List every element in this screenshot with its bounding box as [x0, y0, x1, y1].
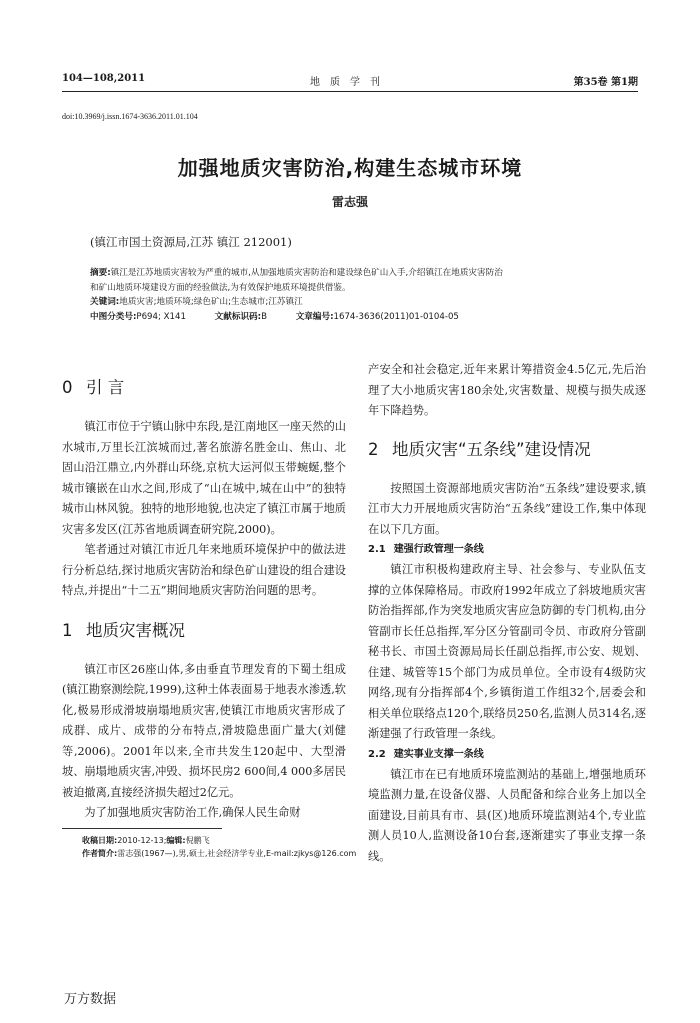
paper-title: 加强地质灾害防治,构建生态城市环境 [177, 156, 523, 180]
footnote [82, 834, 356, 860]
received-date: 2010-12-13; [117, 836, 167, 845]
affiliation: (镇江市国土资源局,江苏 镇江 212001) [90, 235, 292, 249]
received-label: 收稿日期: [82, 836, 118, 845]
section-0-number: 0 [62, 378, 73, 397]
clc-value: P694; X141 [136, 311, 186, 322]
keywords-label: 关键词: [90, 297, 120, 307]
abstract-label: 摘要: [90, 268, 111, 278]
doi[interactable]: doi:10.3969/j.issn.1674-3636.2011.01.104 [62, 112, 198, 121]
keywords-line [90, 295, 612, 310]
section-1-paragraph-1: 镇江市区26座山体,多由垂直节理发育的下蜀土组成(镇江勘察测绘院,1999),这种土体表面易于地表水渗透,软化,极易形成滑坡崩塌地质灾害,使镇江市地质灾害形成了成群、成片、成带的分布特点,滑坡隐患面广量大(刘健等,2006)。2001年以来,全市共发生120起中、大型滑坡、崩塌地质灾害,冲毁、损坏民房2 600间,4 000多居民被迫撤离,直接经济损失超过2亿元。 [62, 662, 346, 799]
section-0-paragraph-2: 笔者通过对镇江市近几年来地质环境保护中的做法进行分析总结,探讨地质灾害防治和绿色矿山建设的组合建设特点,并提出“十二五”期间地质灾害防治问题的思考。 [62, 543, 346, 597]
keywords: 地质灾害;地质环境;绿色矿山;生态城市;江苏镇江 [119, 297, 303, 307]
footnote-line-1 [82, 834, 356, 847]
subsection-2-1-title: 建强行政管理一条线 [393, 544, 484, 555]
abstract-block [90, 266, 612, 324]
editor-name: 倪鹏飞 [185, 836, 210, 845]
subsection-2-1-text: 镇江市积极构建政府主导、社会参与、专业队伍支撑的立体保障格局。市政府1992年成立了斜坡地质灾害防治指挥部,作为突发地质灾害应急防御的专门机构,由分管副市长任总指挥,军分区分管副司令员、市政府分管副秘书长、市国土资源局局长任副总指挥,市公安、规划、住建、城管等15个部门为成员单位。全市设有4级防灾网络,现有分指挥部4个,乡镇街道工作组32个,居委会和相关单位联络点120个,联络员250名,监测人员314名,逐渐建强了行政管理一条线。 [368, 563, 646, 740]
article-no-label: 文章编号: [295, 311, 334, 322]
volume-issue: 第35卷 第1期 [573, 77, 638, 88]
clc-label: 中图分类号: [90, 311, 137, 322]
abstract-line-1 [90, 266, 612, 281]
journal-name: 地质学刊 [310, 77, 390, 88]
article-no-field [296, 312, 459, 322]
section-2-paragraph-1: 按照国土资源部地质灾害防治“五条线”建设要求,镇江市大力开展地质灾害防治“五条线”建设工作,集中体现在以下几方面。 [368, 481, 646, 536]
abstract-line-2: 和矿山地质环境建设方面的经验做法,为有效保护地质环境提供借鉴。 [90, 282, 351, 293]
subsection-2-1-number: 2.1 [368, 544, 386, 555]
section-0-paragraph-1: 镇江市位于宁镇山脉中东段,是江南地区一座天然的山水城市,万里长江滨城而过,著名旅游名胜金山、焦山、北固山沿江鼎立,内外群山环绕,京杭大运河似玉带蜿蜒,整个城市镶嵌在山水之间,形成了“山在城中,城在山中”的独特城市山林风貌。独特的地形地貌,也决定了镇江市属于地质灾害多发区(江苏省地质调查研究院,2000)。 [62, 420, 346, 536]
bio-label: 作者简介: [82, 849, 118, 858]
section-1-heading [62, 621, 346, 641]
left-column [62, 360, 346, 824]
section-1-paragraph-2-continued: 产安全和社会稳定,近年来累计筹措资金4.5亿元,先后治理了大小地质灾害180余处,灾害数量、规模与损失成逐年下降趋势。 [368, 363, 646, 417]
subsection-2-2-number: 2.2 [368, 748, 386, 760]
article-no-value: 1674-3636(2011)01-0104-05 [333, 311, 459, 322]
section-2-title: 地质灾害“五条线”建设情况 [392, 439, 591, 459]
doc-code-field [215, 312, 267, 322]
section-1-title: 地质灾害概况 [86, 620, 185, 640]
subsection-2-2-text: 镇江市在已有地质环境监测站的基础上,增强地质环境监测力量,在设备仪器、人员配备和综合业务上加以全面建设,目前具有市、县(区)地质环境监测站4个,专业监测人员10人,监测设备10台套,逐渐建实了事业支撑一条线。 [368, 767, 646, 863]
author: 雷志强 [331, 195, 368, 209]
doc-code-value: B [261, 311, 267, 322]
abstract-text-1: 镇江是江苏地质灾害较为严重的城市,从加强地质灾害防治和建设绿色矿山入手,介绍镇江在地质灾害防治 [110, 268, 503, 278]
wanfang-watermark: 万方数据 [64, 992, 117, 1007]
classification-line [90, 310, 612, 325]
author-bio: 雷志强(1967—),男,硕士,社会经济学专业,E-mail:zjkys@126.com [117, 849, 357, 858]
section-1-paragraph-2: 为了加强地质灾害防治工作,确保人民生命财 [84, 806, 301, 819]
footnote-line-2 [82, 847, 356, 860]
subsection-2-2-heading [368, 745, 646, 765]
header-rule [62, 91, 638, 92]
subsection-2-2-title: 建实事业支撑一条线 [393, 748, 484, 760]
footnote-rule [62, 828, 222, 829]
editor-label: 编辑: [166, 836, 186, 845]
right-column [368, 360, 646, 867]
section-1-number: 1 [62, 620, 73, 640]
section-0-title: 引 言 [86, 378, 125, 397]
section-2-heading [368, 440, 646, 460]
subsection-2-1-heading [368, 540, 646, 560]
section-2-number: 2 [368, 439, 379, 459]
doc-code-label: 文献标识码: [214, 311, 262, 322]
page-range: 104—108,2011 [62, 73, 146, 84]
running-header [62, 73, 638, 89]
clc-field [90, 312, 186, 322]
section-0-heading [62, 378, 346, 398]
